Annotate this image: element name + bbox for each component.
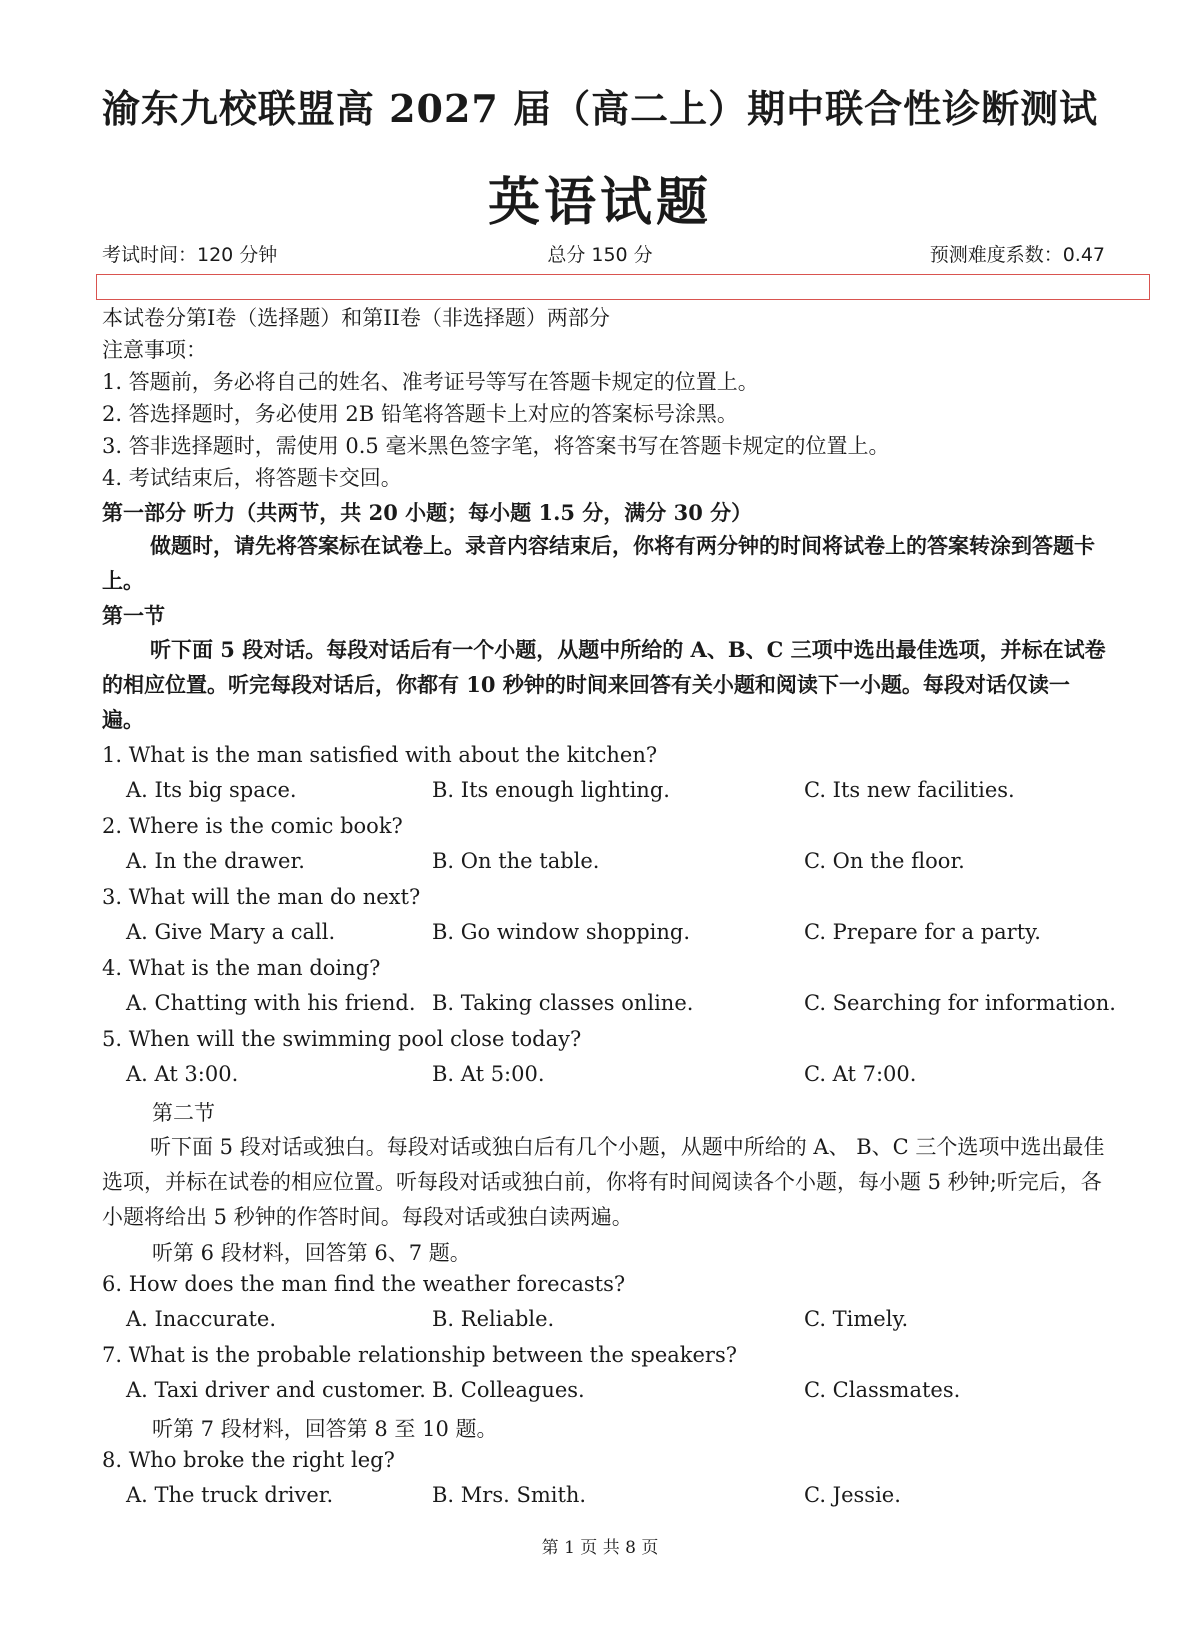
section1-title: 第一节 bbox=[102, 603, 165, 628]
option-a: A. Give Mary a call. bbox=[126, 920, 336, 944]
material-7-note: 听第 7 段材料，回答第 8 至 10 题。 bbox=[152, 1417, 498, 1441]
section2-instruction: 听下面 5 段对话或独白。每段对话或独白后有几个小题，从题中所给的 A、 B、C 三个选项中选出最佳选项，并标在试卷的相应位置。听每段对话或独白前，你将有时间阅读各个小题，每小题 5 秒钟;听完后，各小题将给出 5 秒钟的作答时间。每段对话或独白读两遍。 bbox=[102, 1135, 1105, 1229]
notice-item: 2. 答选择题时，务必使用 2B 铅笔将答题卡上对应的答案标号涂黑。 bbox=[102, 402, 738, 426]
option-b: B. Colleagues. bbox=[432, 1378, 585, 1402]
option-a: A. Taxi driver and customer. bbox=[126, 1378, 426, 1402]
option-a: A. Inaccurate. bbox=[126, 1307, 277, 1331]
difficulty-coefficient: 预测难度系数：0.47 bbox=[929, 244, 1105, 266]
section1-instruction: 听下面 5 段对话。每段对话后有一个小题，从题中所给的 A、B、C 三项中选出最佳选项，并标在试卷的相应位置。听完每段对话后，你都有 10 秒钟的时间来回答有关小题和阅读下一小题。每段对话仅读一遍。 bbox=[102, 637, 1106, 732]
option-b: B. On the table. bbox=[432, 849, 600, 873]
option-c: C. At 7:00. bbox=[804, 1062, 917, 1086]
total-score: 总分 150 分 bbox=[547, 244, 653, 266]
notice-item: 3. 答非选择题时，需使用 0.5 毫米黑色签字笔，将答案书写在答题卡规定的位置上。 bbox=[102, 434, 890, 458]
question-4: 4. What is the man doing? bbox=[102, 956, 381, 980]
option-a: A. Chatting with his friend. bbox=[126, 991, 416, 1015]
option-a: A. At 3:00. bbox=[126, 1062, 239, 1086]
question-6: 6. How does the man find the weather forecasts? bbox=[102, 1272, 626, 1296]
option-c: C. Classmates. bbox=[804, 1378, 961, 1402]
paper-structure: 本试卷分第I卷（选择题）和第II卷（非选择题）两部分 bbox=[102, 306, 610, 330]
question-1: 1. What is the man satisfied with about the kitchen? bbox=[102, 743, 658, 767]
question-5: 5. When will the swimming pool close today? bbox=[102, 1027, 582, 1051]
option-b: B. Go window shopping. bbox=[432, 920, 691, 944]
exam-subject: 英语试题 bbox=[487, 172, 712, 233]
page-number: 第 1 页 共 8 页 bbox=[541, 1538, 659, 1558]
option-a: A. Its big space. bbox=[126, 778, 297, 802]
option-c: C. Prepare for a party. bbox=[804, 920, 1041, 944]
option-b: B. Reliable. bbox=[432, 1307, 555, 1331]
question-2: 2. Where is the comic book? bbox=[102, 814, 403, 838]
exam-title: 渝东九校联盟高 2027 届（高二上）期中联合性诊断测试 bbox=[101, 86, 1099, 131]
option-c: C. On the floor. bbox=[804, 849, 965, 873]
section2-title: 第二节 bbox=[152, 1101, 215, 1125]
question-8: 8. Who broke the right leg? bbox=[102, 1448, 395, 1472]
option-b: B. Mrs. Smith. bbox=[432, 1483, 587, 1507]
option-a: A. The truck driver. bbox=[126, 1483, 334, 1507]
empty-highlight-box bbox=[96, 274, 1150, 300]
notice-title: 注意事项： bbox=[102, 338, 207, 362]
part1-heading: 第一部分 听力（共两节，共 20 小题；每小题 1.5 分，满分 30 分） bbox=[102, 500, 753, 525]
option-c: C. Jessie. bbox=[804, 1483, 901, 1507]
option-b: B. Its enough lighting. bbox=[432, 778, 670, 802]
option-c: C. Its new facilities. bbox=[804, 778, 1015, 802]
notice-item: 4. 考试结束后，将答题卡交回。 bbox=[102, 466, 402, 490]
option-c: C. Timely. bbox=[804, 1307, 909, 1331]
notice-item: 1. 答题前，务必将自己的姓名、准考证号等写在答题卡规定的位置上。 bbox=[102, 370, 759, 394]
option-b: B. Taking classes online. bbox=[432, 991, 694, 1015]
material-6-note: 听第 6 段材料，回答第 6、7 题。 bbox=[152, 1241, 471, 1265]
option-b: B. At 5:00. bbox=[432, 1062, 545, 1086]
option-a: A. In the drawer. bbox=[126, 849, 305, 873]
exam-time: 考试时间：120 分钟 bbox=[102, 244, 278, 266]
part1-instruction: 做题时，请先将答案标在试卷上。录音内容结束后，你将有两分钟的时间将试卷上的答案转涂到答题卡上。 bbox=[102, 533, 1095, 593]
option-c: C. Searching for information. bbox=[804, 991, 1116, 1015]
question-7: 7. What is the probable relationship between the speakers? bbox=[102, 1343, 738, 1367]
question-3: 3. What will the man do next? bbox=[102, 885, 421, 909]
